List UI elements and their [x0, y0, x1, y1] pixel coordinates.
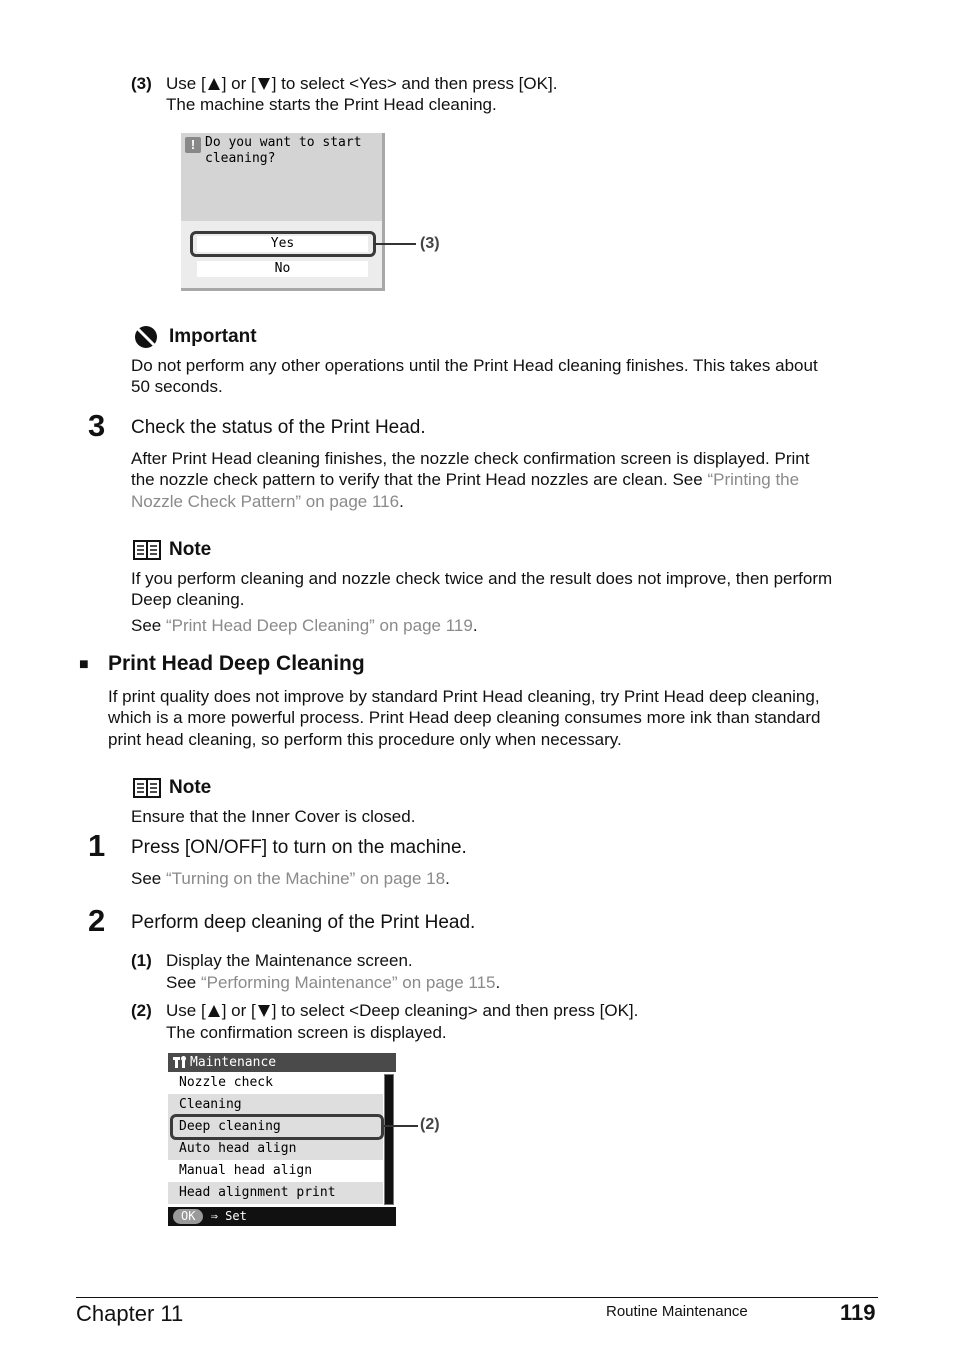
instruction-text: ] to select <Deep cleaning> and then press [OK].	[271, 1001, 639, 1020]
substep-number: (2)	[131, 1001, 152, 1020]
important-text: Do not perform any other operations until the Print Head cleaning finishes. This takes about	[131, 356, 818, 375]
instruction-text: Use [	[166, 1001, 206, 1020]
menu-item-deep-cleaning[interactable]: Deep cleaning	[168, 1116, 383, 1138]
substep-instruction	[166, 73, 557, 94]
substep-instruction	[166, 1000, 638, 1021]
cross-reference-link[interactable]: “Turning on the Machine” on page 18	[165, 869, 446, 888]
up-arrow-icon	[207, 1004, 221, 1018]
see-post: .	[472, 616, 478, 635]
lcd-header	[168, 1053, 396, 1072]
important-heading: Important	[169, 326, 257, 347]
tools-icon	[173, 1056, 187, 1069]
step-text-span: the nozzle check pattern to verify that the Print Head nozzles are clean. See	[131, 470, 708, 489]
note-see	[131, 615, 478, 636]
instruction-text: ] or [	[221, 74, 256, 93]
substep-result: The machine starts the Print Head cleaning.	[166, 95, 497, 114]
step-text	[131, 469, 799, 490]
see-post: .	[445, 869, 450, 888]
see-post: .	[495, 973, 501, 992]
menu-item-cleaning[interactable]: Cleaning	[168, 1094, 383, 1116]
lcd-footer	[168, 1207, 396, 1226]
note-heading: Note	[169, 539, 212, 560]
cross-reference-link[interactable]: “Print Head Deep Cleaning” on page 119	[165, 616, 473, 635]
menu-item-auto-head-align[interactable]: Auto head align	[168, 1138, 383, 1160]
callout-label: (3)	[420, 235, 440, 252]
exclamation-icon: !	[185, 137, 201, 153]
section-bullet: ■	[79, 656, 89, 673]
step-text-span: .	[399, 492, 404, 511]
step-text	[131, 491, 404, 512]
lcd-confirmation-screen	[181, 133, 385, 291]
pencil-circle-icon	[133, 325, 159, 349]
ok-button-label[interactable]: OK	[173, 1209, 203, 1224]
step-title: Check the status of the Print Head.	[131, 417, 426, 438]
step-see	[131, 868, 450, 889]
note-heading: Note	[169, 777, 212, 798]
menu-item-nozzle-check[interactable]: Nozzle check	[168, 1072, 383, 1094]
book-icon	[133, 778, 161, 798]
substep-see	[166, 972, 500, 993]
step-number: 2	[88, 903, 106, 938]
down-arrow-icon	[257, 77, 271, 91]
step-number: 1	[88, 828, 106, 863]
substep-number: (1)	[131, 951, 152, 970]
instruction-text: Use [	[166, 74, 206, 93]
section-text: which is a more powerful process. Print Head deep cleaning consumes more ink than standard	[108, 708, 821, 727]
instruction-text: ] to select <Yes> and then press [OK].	[271, 74, 558, 93]
step-title: Press [ON/OFF] to turn on the machine.	[131, 837, 467, 858]
down-arrow-icon	[257, 1004, 271, 1018]
important-text: 50 seconds.	[131, 377, 223, 396]
cross-reference-link[interactable]: Nozzle Check Pattern” on page 116	[131, 492, 400, 511]
lcd-message: Do you want to start cleaning?	[205, 135, 362, 166]
see-label: See	[131, 616, 166, 635]
footer-section: Routine Maintenance	[606, 1303, 748, 1320]
selection-highlight	[170, 1114, 384, 1140]
step-text: After Print Head cleaning finishes, the nozzle check confirmation screen is displayed. Print	[131, 449, 810, 468]
step-title: Perform deep cleaning of the Print Head.	[131, 912, 476, 933]
substep-result: The confirmation screen is displayed.	[166, 1023, 447, 1042]
note-text: Deep cleaning.	[131, 590, 245, 609]
menu-item-manual-head-align[interactable]: Manual head align	[168, 1160, 383, 1182]
section-text: print head cleaning, so perform this procedure only when necessary.	[108, 730, 622, 749]
lcd-option-no[interactable]: No	[197, 261, 368, 277]
footer-chapter: Chapter 11	[76, 1301, 184, 1326]
scrollbar-thumb[interactable]	[385, 1075, 393, 1204]
section-title: Print Head Deep Cleaning	[108, 652, 365, 675]
set-label: Set	[225, 1209, 247, 1223]
lcd-maintenance-screen	[168, 1053, 396, 1226]
page-number: 119	[840, 1300, 876, 1325]
book-icon	[133, 540, 161, 560]
see-label: See	[166, 973, 201, 992]
arrow-right-icon: ⇒	[210, 1209, 218, 1223]
callout-leader-line	[374, 243, 416, 245]
callout-label: (2)	[420, 1116, 440, 1133]
note-text: If you perform cleaning and nozzle check twice and the result does not improve, then perform	[131, 569, 833, 588]
cross-reference-link[interactable]: “Printing the	[707, 470, 800, 489]
instruction-text: ] or [	[221, 1001, 256, 1020]
substep-instruction: Display the Maintenance screen.	[166, 951, 413, 970]
note-text: Ensure that the Inner Cover is closed.	[131, 807, 416, 826]
substep-number: (3)	[131, 74, 152, 93]
cross-reference-link[interactable]: “Performing Maintenance” on page 115	[200, 973, 496, 992]
lcd-header-title: Maintenance	[190, 1055, 277, 1070]
up-arrow-icon	[207, 77, 221, 91]
footer-rule	[76, 1297, 878, 1298]
menu-item-head-alignment-print[interactable]: Head alignment print	[168, 1182, 383, 1204]
see-label: See	[131, 869, 166, 888]
section-text: If print quality does not improve by standard Print Head cleaning, try Print Head deep cleaning,	[108, 687, 820, 706]
selection-highlight	[190, 231, 376, 257]
step-number: 3	[88, 408, 106, 443]
lcd-option-yes[interactable]: Yes	[197, 236, 368, 252]
callout-leader-line	[384, 1125, 418, 1127]
